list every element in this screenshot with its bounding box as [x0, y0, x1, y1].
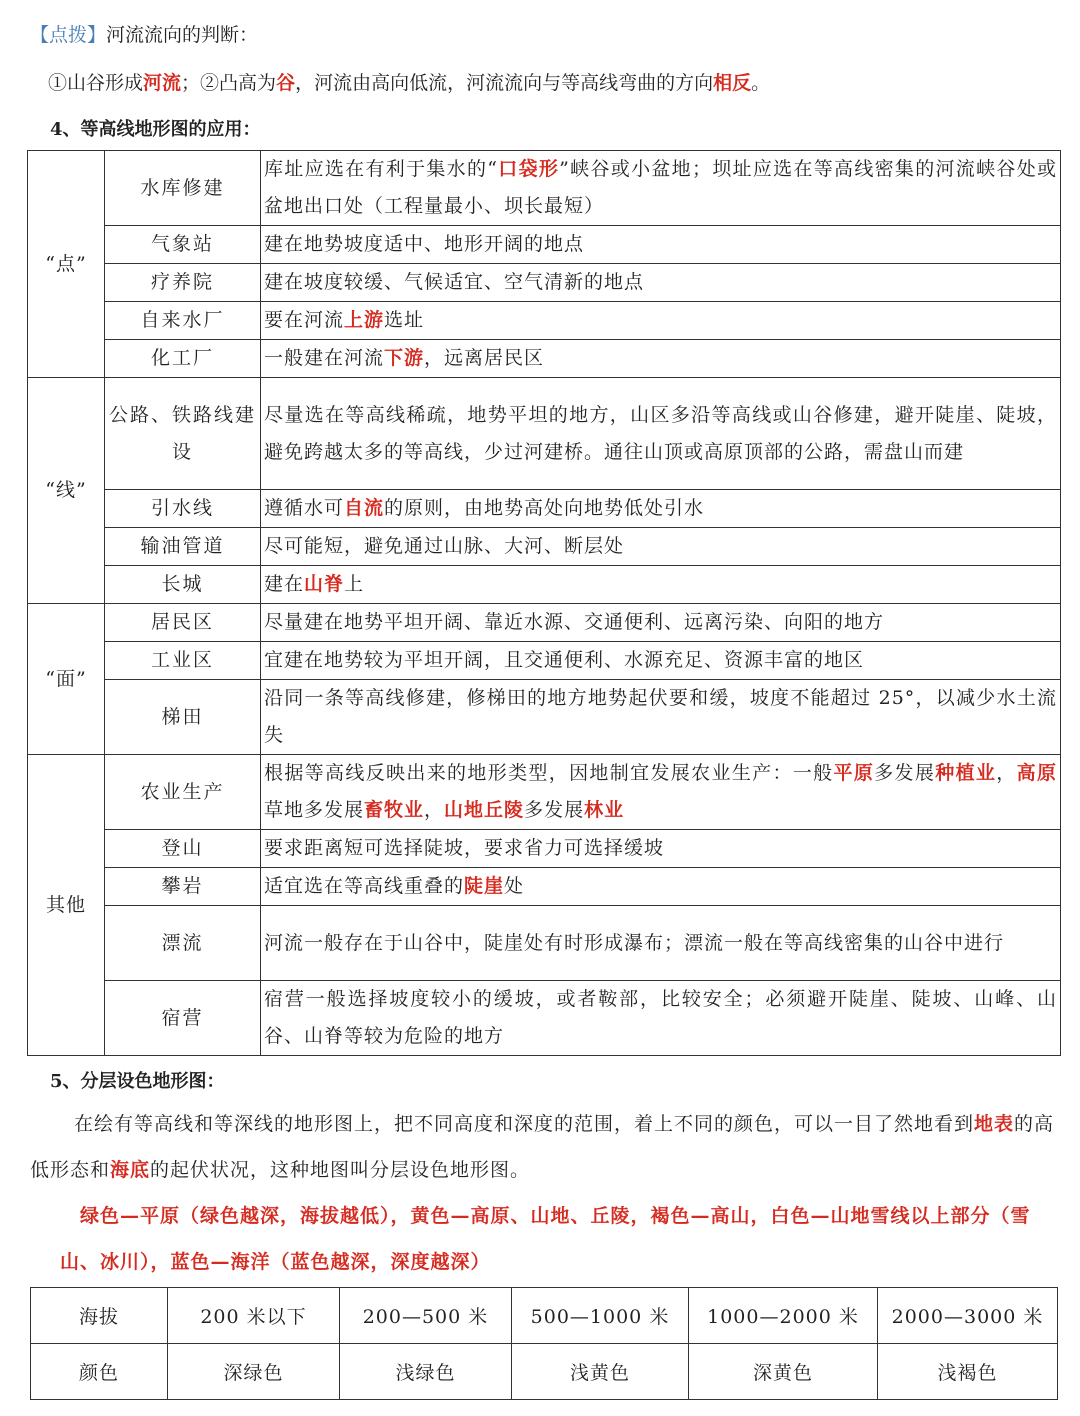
- row-name: 农业生产: [105, 755, 261, 830]
- row-name: 梯田: [105, 680, 261, 755]
- tip-title: 河流流向的判断：: [106, 24, 259, 46]
- table-row: [28, 151, 1061, 226]
- table-row: [28, 490, 1061, 528]
- row-name: 疗养院: [105, 264, 261, 302]
- table-row: [28, 566, 1061, 604]
- tip-tag: 【点拨】: [30, 24, 107, 46]
- elevation-color-table: [30, 1287, 1058, 1400]
- table-row: [28, 642, 1061, 680]
- row-desc: 建在坡度较缓、气候适宜、空气清新的地点: [261, 264, 1061, 302]
- row-desc: 根据等高线反映出来的地形类型，因地制宜发展农业生产：一般平原多发展种植业，高原草地多发展畜牧业，山地丘陵多发展林业: [261, 755, 1061, 830]
- group-label-point: “点”: [28, 151, 105, 378]
- table-cell: 浅黄色: [512, 1344, 689, 1400]
- table-row: [28, 264, 1061, 302]
- row-desc: 适宜选在等高线重叠的陡崖处: [261, 868, 1061, 906]
- row-name: 长城: [105, 566, 261, 604]
- text-segment: 。: [751, 72, 771, 94]
- highlight-text: 河流: [143, 72, 182, 94]
- table-row-color: [31, 1344, 1058, 1400]
- row-name: 引水线: [105, 490, 261, 528]
- tip-heading: [30, 20, 258, 47]
- section-4-title: 4、等高线地形图的应用：: [50, 119, 261, 140]
- row-desc: 遵循水可自流的原则，由地势高处向地势低处引水: [261, 490, 1061, 528]
- row-desc: 宿营一般选择坡度较小的缓坡，或者鞍部，比较安全；必须避开陡崖、陡坡、山峰、山谷、山脊等较为危险的地方: [261, 981, 1061, 1056]
- table-row: [28, 302, 1061, 340]
- row-desc: 要在河流上游选址: [261, 302, 1061, 340]
- row-name: 水库修建: [105, 151, 261, 226]
- row-desc: 河流一般存在于山谷中，陡崖处有时形成瀑布；漂流一般在等高线密集的山谷中进行: [261, 906, 1061, 981]
- row-desc: 尽可能短，避免通过山脉、大河、断层处: [261, 528, 1061, 566]
- text-segment: ①山谷形成: [48, 72, 144, 94]
- table-cell: 颜色: [31, 1344, 168, 1400]
- table-row-elevation: [31, 1288, 1058, 1344]
- row-desc: 沿同一条等高线修建，修梯田的地方地势起伏要和缓，坡度不能超过 25°，以减少水土流失: [261, 680, 1061, 755]
- table-row: [28, 528, 1061, 566]
- row-name: 化工厂: [105, 340, 261, 378]
- table-row: [28, 830, 1061, 868]
- river-direction-rule: [48, 68, 770, 95]
- table-cell: 200 米以下: [168, 1288, 340, 1344]
- row-name: 漂流: [105, 906, 261, 981]
- text-segment: ；②凸高为: [181, 72, 277, 94]
- row-name: 登山: [105, 830, 261, 868]
- table-cell: 海拔: [31, 1288, 168, 1344]
- section-5-title: 5、分层设色地形图：: [50, 1071, 225, 1092]
- row-desc: 要求距离短可选择陡坡，要求省力可选择缓坡: [261, 830, 1061, 868]
- table-row: [28, 604, 1061, 642]
- table-cell: 深绿色: [168, 1344, 340, 1400]
- table-row: [28, 378, 1061, 490]
- color-summary: 绿色—平原（绿色越深，海拔越低），黄色—高原、山地、丘陵，褐色—高山，白色—山地雪线以上部分（雪山、冰川），蓝色—海洋（蓝色越深，深度越深）: [60, 1205, 1031, 1273]
- row-desc: 宜建在地势较为平坦开阔，且交通便利、水源充足、资源丰富的地区: [261, 642, 1061, 680]
- contour-application-table: [27, 150, 1061, 1056]
- group-label-line: “线”: [28, 378, 105, 604]
- row-desc: 建在地势坡度适中、地形开阔的地点: [261, 226, 1061, 264]
- table-cell: 浅褐色: [878, 1344, 1058, 1400]
- table-row: [28, 680, 1061, 755]
- table-row: [28, 981, 1061, 1056]
- text-segment: ，河流由高向低流，河流流向与等高线弯曲的方向: [295, 72, 714, 94]
- row-name: 宿营: [105, 981, 261, 1056]
- table-cell: 2000—3000 米: [878, 1288, 1058, 1344]
- row-name: 工业区: [105, 642, 261, 680]
- row-name: 居民区: [105, 604, 261, 642]
- table-cell: 200—500 米: [340, 1288, 512, 1344]
- highlight-text: 谷: [276, 72, 296, 94]
- table-row: [28, 906, 1061, 981]
- highlight-text: 相反: [713, 72, 752, 94]
- row-desc: 一般建在河流下游，远离居民区: [261, 340, 1061, 378]
- row-name: 气象站: [105, 226, 261, 264]
- table-cell: 深黄色: [689, 1344, 878, 1400]
- row-desc: 建在山脊上: [261, 566, 1061, 604]
- table-cell: 浅绿色: [340, 1344, 512, 1400]
- row-desc: 库址应选在有利于集水的“口袋形”峡谷或小盆地；坝址应选在等高线密集的河流峡谷处或盆地出口处（工程量最小、坝长最短）: [261, 151, 1061, 226]
- row-name: 公路、铁路线建设: [105, 378, 261, 490]
- row-name: 攀岩: [105, 868, 261, 906]
- row-desc: 尽量选在等高线稀疏，地势平坦的地方，山区多沿等高线或山谷修建，避开陡崖、陡坡，避免跨越太多的等高线，少过河建桥。通往山顶或高原顶部的公路，需盘山而建: [261, 378, 1061, 490]
- table-row: [28, 868, 1061, 906]
- group-label-area: “面”: [28, 604, 105, 755]
- row-name: 自来水厂: [105, 302, 261, 340]
- table-cell: 1000—2000 米: [689, 1288, 878, 1344]
- table-row: [28, 340, 1061, 378]
- row-name: 输油管道: [105, 528, 261, 566]
- table-row: [28, 226, 1061, 264]
- table-cell: 500—1000 米: [512, 1288, 689, 1344]
- group-label-other: 其他: [28, 755, 105, 1056]
- table-row: [28, 755, 1061, 830]
- row-desc: 尽量建在地势平坦开阔、靠近水源、交通便利、远离污染、向阳的地方: [261, 604, 1061, 642]
- layered-color-description: 在绘有等高线和等深线的地形图上，把不同高度和深度的范围，着上不同的颜色，可以一目了然地看到地表的高低形态和海底的起伏状况，这种地图叫分层设色地形图。: [30, 1113, 1055, 1181]
